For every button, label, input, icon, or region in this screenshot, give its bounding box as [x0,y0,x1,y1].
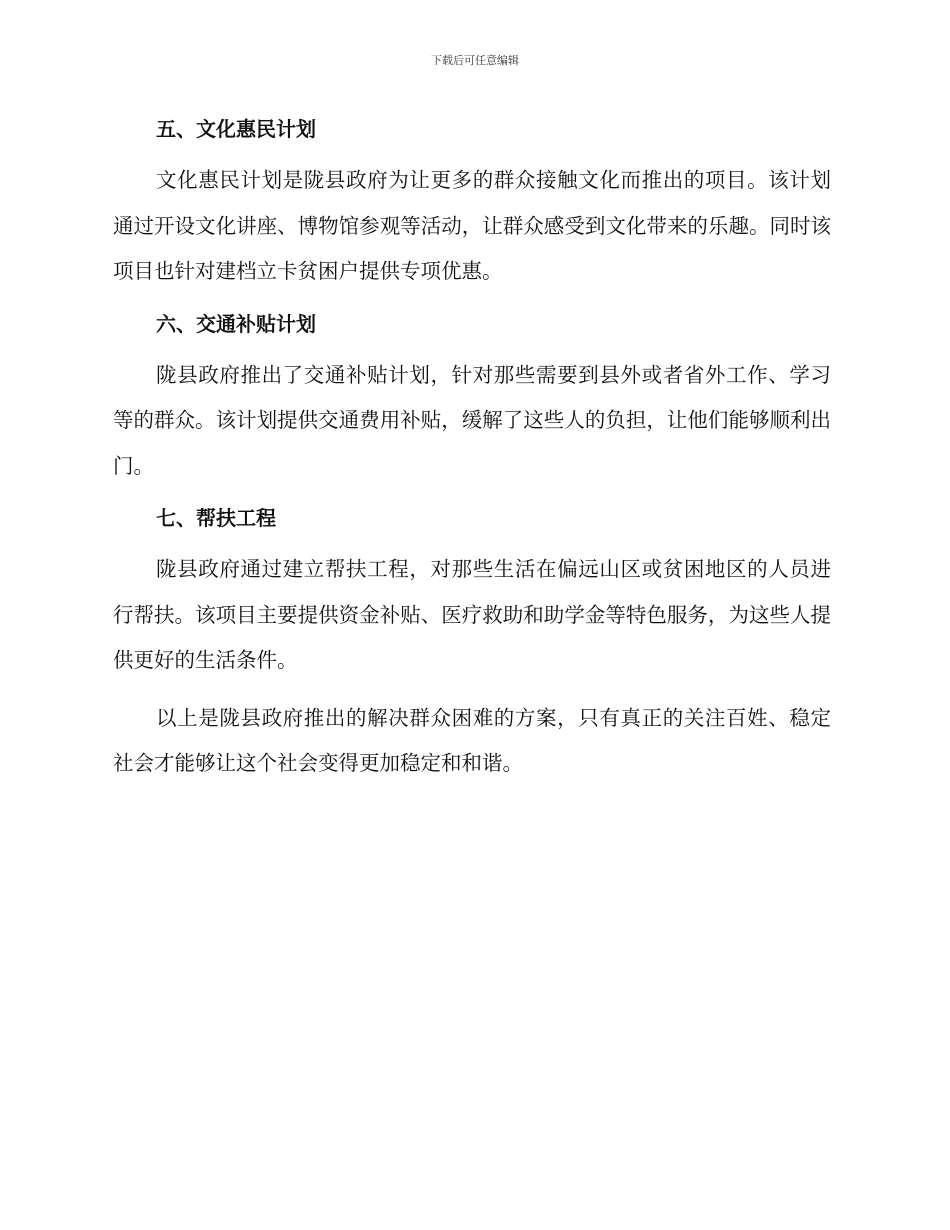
document-body [113,112,831,799]
section-heading-7: 七、帮扶工程 [156,506,276,530]
page-header: 下载后可任意编辑 [431,54,519,67]
conclusion-paragraph: 以上是陇县政府推出的解决群众困难的方案，只有真正的关注百姓、稳定社会才能够让这个社会变得更加稳定和和谐。 [113,705,831,775]
section-heading-5: 五、文化惠民计划 [156,117,316,141]
section-paragraph-7: 陇县政府通过建立帮扶工程，对那些生活在偏远山区或贫困地区的人员进行帮扶。该项目主要提供资金补贴、医疗救助和助学金等特色服务，为这些人提供更好的生活条件。 [113,557,831,672]
section-heading-6: 六、交通补贴计划 [156,311,316,336]
section-paragraph-6: 陇县政府推出了交通补贴计划，针对那些需要到县外或者省外工作、学习等的群众。该计划提供交通费用补贴，缓解了这些人的负担，让他们能够顺利出门。 [113,362,831,478]
section-paragraph-5: 文化惠民计划是陇县政府为让更多的群众接触文化而推出的项目。该计划通过开设文化讲座、博物馆参观等活动，让群众感受到文化带来的乐趣。同时该项目也针对建档立卡贫困户提供专项优惠。 [113,168,831,283]
